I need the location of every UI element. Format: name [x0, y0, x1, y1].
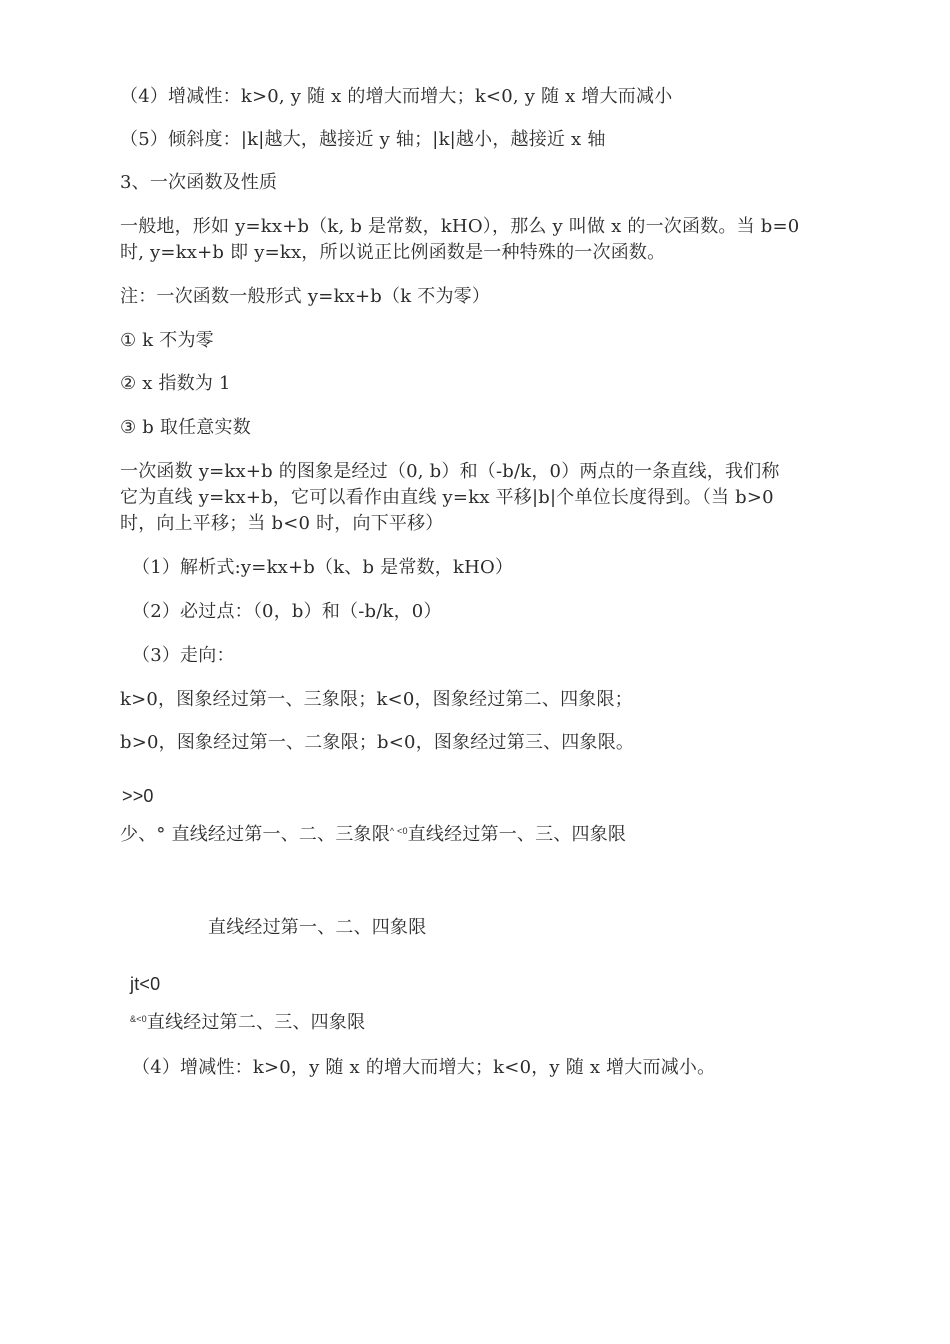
ocr-fragment-jt: jt<0 — [130, 974, 161, 994]
note-item-2: ② x 指数为 1 — [120, 373, 231, 394]
note-general-form: 注：一次函数一般形式 y=kx+b（k 不为零） — [120, 286, 491, 307]
section-heading-linear-function: 3、一次函数及性质 — [120, 172, 278, 193]
property-monotonicity-direct: （4）增减性：k>0, y 随 x 的增大而增大；k<0, y 随 x 增大而减小 — [120, 86, 673, 107]
note-item-1: ① k 不为零 — [120, 330, 214, 351]
note-item-3: ③ b 取任意实数 — [120, 417, 251, 438]
graph-description-line-3: 时，向上平移；当 b<0 时，向下平移） — [120, 513, 444, 534]
analytic-expression: （1）解析式:y=kx+b（k、b 是常数，kHO） — [132, 557, 514, 578]
ocr-fragment-superscript-2: &<0 — [130, 1014, 147, 1024]
graph-description-line-2: 它为直线 y=kx+b，它可以看作由直线 y=kx 平移|b|个单位长度得到。（当 b>0 — [120, 487, 774, 508]
fixed-points: （2）必过点：（0，b）和（-b/k，0） — [132, 601, 442, 622]
quadrant-case-third: 直线经过第一、二、四象限 — [208, 917, 427, 938]
definition-line-1: 一般地，形如 y=kx+b（k, b 是常数，kHO），那么 y 叫做 x 的一次函数。当 b=0 — [120, 216, 800, 237]
direction-b: b>0，图象经过第一、二象限；b<0，图象经过第三、四象限。 — [120, 732, 635, 753]
quadrant-case-first: 少、° 直线经过第一、二、三象限 — [120, 824, 390, 845]
property-slope: （5）倾斜度：|k|越大，越接近 y 轴；|k|越小，越接近 x 轴 — [120, 129, 606, 150]
ocr-fragment-condition: >>0 — [122, 786, 154, 806]
graph-description-line-1: 一次函数 y=kx+b 的图象是经过（0, b）和（-b/k，0）两点的一条直线，我们称 — [120, 461, 780, 482]
ocr-fragment-superscript: ^ <0 — [389, 826, 408, 836]
quadrant-case-second: 直线经过第一、三、四象限 — [407, 824, 627, 845]
direction-heading: （3）走向： — [132, 645, 235, 666]
quadrant-case-fourth-row — [130, 1006, 365, 1036]
quadrant-case-fourth: 直线经过第二、三、四象限 — [146, 1012, 366, 1033]
property-monotonicity-linear: （4）增减性：k>0，y 随 x 的增大而增大；k<0，y 随 x 增大而减小。 — [132, 1057, 716, 1078]
direction-k: k>0，图象经过第一、三象限；k<0，图象经过第二、四象限； — [120, 689, 633, 710]
quadrant-case-row — [120, 818, 626, 848]
definition-line-2: 时, y=kx+b 即 y=kx，所以说正比例函数是一种特殊的一次函数。 — [120, 242, 666, 263]
